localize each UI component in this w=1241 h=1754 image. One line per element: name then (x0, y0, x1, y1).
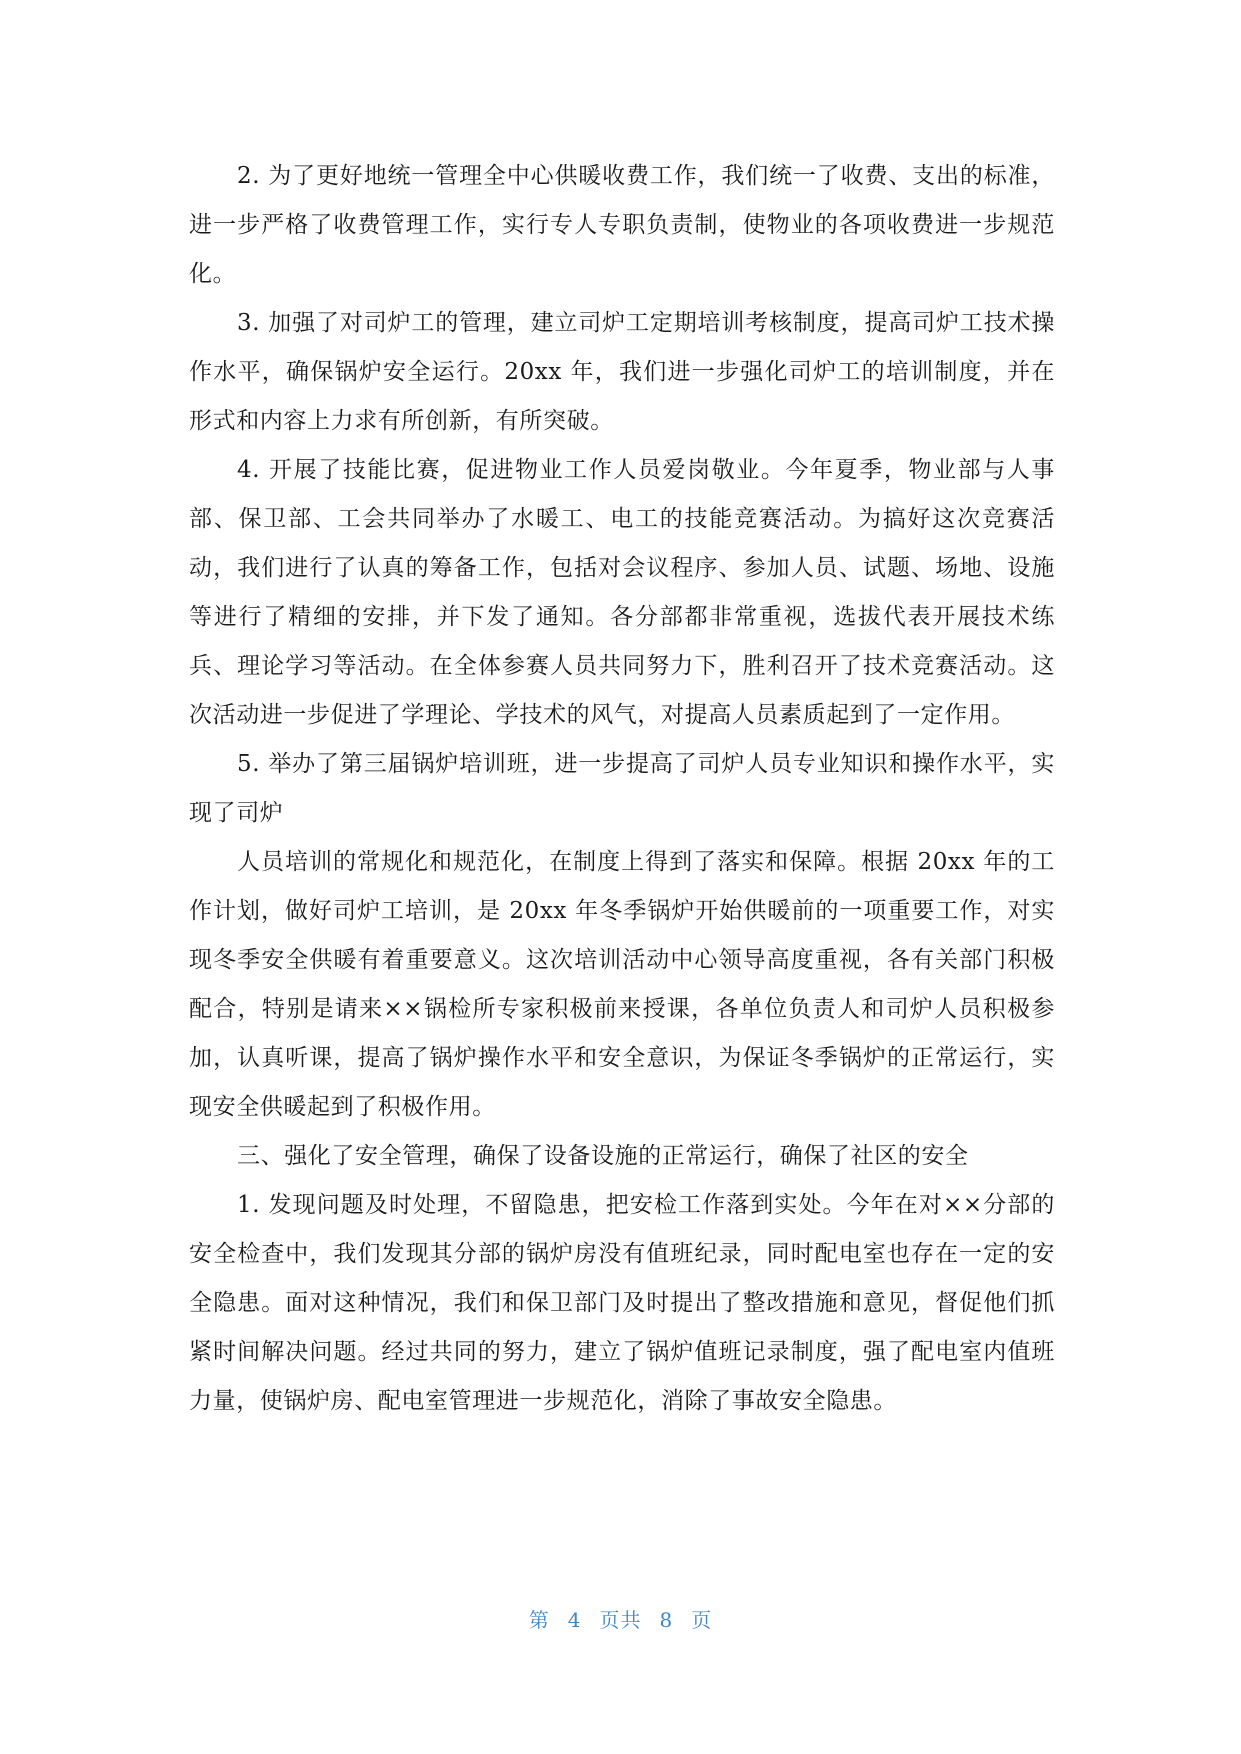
paragraph: 4. 开展了技能比赛，促进物业工作人员爱岗敬业。今年夏季，物业部与人事部、保卫部、工会共同举办了水暖工、电工的技能竞赛活动。为搞好这次竞赛活动，我们进行了认真的筹备工作，包括对会议程序、参加人员、试题、场地、设施等进行了精细的安排，并下发了通知。各分部都非常重视，选拔代表开展技术练兵、理论学习等活动。在全体参赛人员共同努力下，胜利召开了技术竞赛活动。这次活动进一步促进了学理论、学技术的风气，对提高人员素质起到了一定作用。 (189, 457, 1055, 728)
page-footer (0, 1604, 1241, 1633)
paragraph: 3. 加强了对司炉工的管理，建立司炉工定期培训考核制度，提高司炉工技术操作水平，确保锅炉安全运行。20xx 年，我们进一步强化司炉工的培训制度，并在形式和内容上力求有所创新，有所突破。 (189, 310, 1055, 434)
footer-page-middle: 页共 (599, 1608, 642, 1632)
paragraph: 2. 为了更好地统一管理全中心供暖收费工作，我们统一了收费、支出的标准，进一步严格了收费管理工作，实行专人专职负责制，使物业的各项收费进一步规范化。 (189, 163, 1055, 287)
paragraph: 人员培训的常规化和规范化，在制度上得到了落实和保障。根据 20xx 年的工作计划，做好司炉工培训，是 20xx 年冬季锅炉开始供暖前的一项重要工作，对实现冬季安全供暖有着重要意义。这次培训活动中心领导高度重视，各有关部门积极配合，特别是请来××锅检所专家积极前来授课，各单位负责人和司炉人员积极参加，认真听课，提高了锅炉操作水平和安全意识，为保证冬季锅炉的正常运行，实现安全供暖起到了积极作用。 (189, 849, 1055, 1120)
document-body (189, 152, 1055, 1426)
footer-current-page: 4 (567, 1608, 582, 1632)
footer-total-pages: 8 (659, 1608, 674, 1632)
paragraph: 5. 举办了第三届锅炉培训班，进一步提高了司炉人员专业知识和操作水平，实现了司炉 (189, 751, 1055, 826)
paragraph: 1. 发现问题及时处理，不留隐患，把安检工作落到实处。今年在对××分部的安全检查中，我们发现其分部的锅炉房没有值班纪录，同时配电室也存在一定的安全隐患。面对这种情况，我们和保卫部门及时提出了整改措施和意见，督促他们抓紧时间解决问题。经过共同的努力，建立了锅炉值班记录制度，强了配电室内值班力量，使锅炉房、配电室管理进一步规范化，消除了事故安全隐患。 (189, 1192, 1055, 1414)
section-heading: 三、强化了安全管理，确保了设备设施的正常运行，确保了社区的安全 (237, 1143, 969, 1169)
footer-page-prefix: 第 (528, 1608, 550, 1632)
footer-page-suffix: 页 (691, 1608, 713, 1632)
